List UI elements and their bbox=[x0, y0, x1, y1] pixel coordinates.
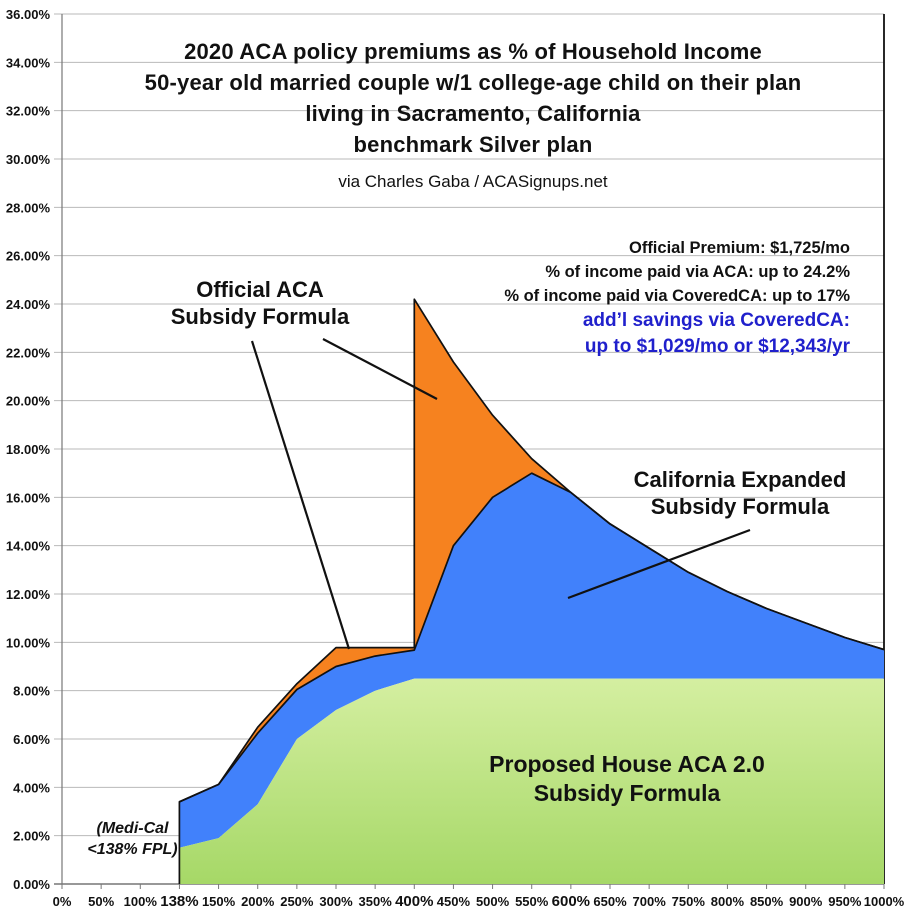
x-axis-tick-label: 100% bbox=[123, 894, 157, 909]
california-expanded-label-line-2: Subsidy Formula bbox=[650, 494, 830, 519]
official-callout-line-1 bbox=[252, 341, 349, 649]
x-axis-tick-label: 850% bbox=[749, 894, 784, 909]
house-aca20-label-line-2: Subsidy Formula bbox=[533, 780, 721, 806]
y-axis-tick-label: 18.00% bbox=[5, 442, 50, 457]
official-aca-label-line-2: Subsidy Formula bbox=[170, 304, 350, 329]
medicaid-note bbox=[55, 818, 210, 860]
x-axis-tick-label: 400% bbox=[395, 893, 434, 910]
house-aca20-label-line-1: Proposed House ACA 2.0 bbox=[489, 751, 765, 777]
official-aca-label-line-1: Official ACA bbox=[196, 277, 324, 302]
x-axis-tick-label: 800% bbox=[710, 894, 745, 909]
y-axis-tick-label: 34.00% bbox=[5, 55, 50, 71]
y-axis-tick-label: 4.00% bbox=[13, 780, 50, 796]
coveredca-percent-text: % of income paid via CoveredCA: up to 17% bbox=[504, 287, 850, 305]
premium-annotation bbox=[504, 236, 850, 360]
x-axis-tick-label: 750% bbox=[671, 894, 705, 909]
credit-line: via Charles Gaba / ACASignups.net bbox=[338, 172, 608, 191]
y-axis-tick-label: 10.00% bbox=[5, 635, 50, 651]
y-axis-tick-label: 24.00% bbox=[5, 297, 50, 312]
savings-text-2: up to $1,029/mo or $12,343/yr bbox=[584, 336, 850, 357]
x-axis-tick-label: 350% bbox=[358, 894, 392, 909]
y-axis-tick-label: 16.00% bbox=[5, 490, 50, 506]
x-axis-tick-label: 500% bbox=[475, 894, 510, 909]
x-axis-tick-label: 0% bbox=[52, 894, 72, 909]
aca-percent-text: % of income paid via ACA: up to 24.2% bbox=[545, 263, 850, 281]
y-axis-tick-label: 12.00% bbox=[5, 587, 50, 602]
y-axis-tick-label: 8.00% bbox=[13, 683, 50, 699]
title-line-4: benchmark Silver plan bbox=[353, 132, 593, 157]
y-axis-tick-label: 2.00% bbox=[13, 828, 50, 844]
california-expanded-label-line-1: California Expanded bbox=[633, 467, 847, 492]
x-axis-tick-label: 138% bbox=[160, 893, 199, 910]
x-axis-tick-label: 1000% bbox=[863, 894, 905, 909]
x-axis-tick-label: 300% bbox=[319, 894, 353, 909]
y-axis-tick-label: 32.00% bbox=[5, 103, 50, 119]
title-line-3: living in Sacramento, California bbox=[305, 101, 641, 126]
y-axis-tick-label: 28.00% bbox=[5, 200, 50, 216]
california-expanded-label bbox=[580, 466, 900, 520]
house-aca20-label bbox=[447, 750, 807, 808]
x-axis-tick-label: 550% bbox=[515, 894, 549, 909]
y-axis-tick-label: 30.00% bbox=[5, 152, 50, 167]
x-axis-tick-label: 200% bbox=[241, 894, 275, 909]
x-axis-tick-label: 700% bbox=[632, 894, 666, 909]
official-aca-label bbox=[110, 276, 410, 330]
x-axis-tick-label: 650% bbox=[593, 894, 627, 909]
y-axis-tick-label: 26.00% bbox=[5, 248, 50, 264]
official-premium-text: Official Premium: $1,725/mo bbox=[628, 239, 850, 257]
x-axis-tick-label: 150% bbox=[201, 894, 236, 909]
x-axis-tick-label: 900% bbox=[789, 894, 823, 909]
savings-text-1: add’l savings via CoveredCA: bbox=[582, 310, 850, 331]
y-axis-tick-label: 6.00% bbox=[13, 732, 50, 747]
x-axis-tick-label: 950% bbox=[828, 894, 862, 909]
medicaid-note-line-2: <138% FPL) bbox=[87, 841, 178, 858]
y-axis-tick-label: 36.00% bbox=[5, 7, 50, 22]
title-line-2: 50-year old married couple w/1 college-age child on their plan bbox=[144, 70, 802, 95]
title-line-1: 2020 ACA policy premiums as % of Household Income bbox=[184, 39, 762, 64]
y-axis-tick-label: 20.00% bbox=[5, 393, 50, 409]
y-axis-tick-label: 14.00% bbox=[5, 538, 50, 554]
x-axis-tick-label: 600% bbox=[551, 893, 591, 910]
x-axis-tick-label: 450% bbox=[436, 894, 471, 909]
chart-title-block bbox=[62, 36, 884, 193]
x-axis-tick-label: 50% bbox=[88, 894, 115, 909]
x-axis-tick-label: 250% bbox=[280, 894, 314, 909]
y-axis-tick-label: 22.00% bbox=[5, 345, 50, 361]
y-axis-tick-label: 0.00% bbox=[13, 877, 50, 892]
medicaid-note-line-1: (Medi-Cal bbox=[96, 820, 169, 837]
